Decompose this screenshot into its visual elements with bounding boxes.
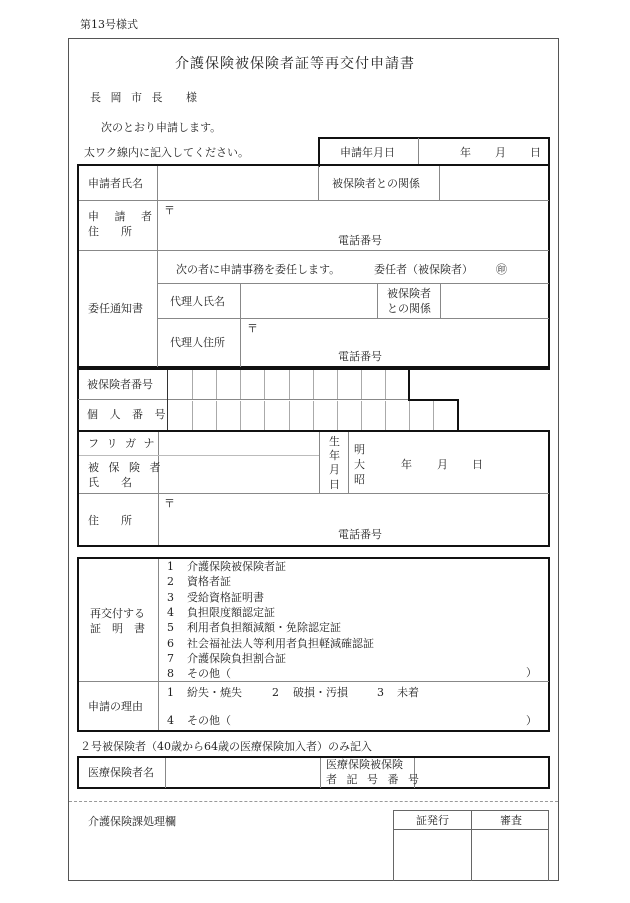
form-number: 第13号様式: [80, 18, 138, 31]
applicant-name-field[interactable]: [160, 168, 315, 198]
medical-number-field[interactable]: [417, 759, 547, 787]
agent-relation-field[interactable]: [443, 286, 547, 316]
application-date-field[interactable]: [430, 140, 548, 164]
personal-number-field[interactable]: [168, 401, 457, 431]
reason-num: 3: [377, 686, 384, 699]
applicant-phone-label: 電話番号: [338, 234, 382, 247]
category2-note: ２号被保険者（40歳から64歳の医療保険加入者）のみ記入: [80, 740, 372, 753]
divider: [408, 368, 410, 401]
insured-name-label: 被 保 険 者: [88, 461, 164, 474]
digit-cell-divider: [264, 401, 265, 431]
certificate-item[interactable]: 介護保険負担割合証: [187, 651, 286, 665]
insured-phone-label: 電話番号: [338, 528, 382, 541]
digit-cell-divider: [361, 401, 362, 431]
era-meiji[interactable]: 明: [354, 443, 365, 456]
birth-label: 年: [329, 449, 340, 462]
digit-cell-divider: [289, 370, 290, 399]
medical-insurer-label: 医療保険者名: [88, 766, 154, 779]
agent-name-field[interactable]: [243, 286, 373, 316]
reason-num: 4: [167, 714, 174, 727]
digit-cell-divider: [409, 401, 410, 431]
divider: [79, 455, 319, 456]
insured-address-label: 住 所: [88, 514, 132, 527]
birth-day-label: 日: [472, 458, 483, 471]
birth-year-label: 年: [401, 458, 412, 471]
postal-mark: 〒: [164, 204, 175, 217]
date-year-label: 年: [460, 146, 471, 159]
certificate-num: 6: [167, 636, 174, 650]
divider: [79, 200, 549, 201]
divider: [439, 166, 440, 200]
certificate-label: 再交付する: [90, 607, 145, 620]
birth-label: 月: [329, 463, 340, 476]
delegation-statement: 次の者に申請事務を委任します。: [176, 263, 341, 276]
reason-label: 申請の理由: [88, 700, 143, 713]
divider: [158, 559, 159, 730]
certificate-item[interactable]: 社会福祉法人等利用者負担軽減確認証: [187, 636, 374, 650]
insured-number-label: 被保険者番号: [87, 378, 153, 391]
divider: [471, 810, 472, 881]
digit-cell-divider: [313, 401, 314, 431]
digit-cell-divider: [313, 370, 314, 399]
applicant-relation-label: 被保険者との関係: [332, 177, 420, 190]
birth-date-field[interactable]: [370, 440, 545, 488]
agent-address-field[interactable]: [258, 320, 546, 365]
certificate-label-2: 証 明 書: [90, 622, 145, 635]
insured-address-field[interactable]: [175, 496, 545, 543]
delegator-label: 委任者（被保険者）: [374, 263, 473, 276]
divider: [78, 399, 409, 400]
postal-mark: 〒: [164, 497, 175, 510]
divider: [240, 284, 241, 367]
divider: [158, 283, 549, 284]
certificate-num: 1: [167, 560, 174, 573]
digit-cell-divider: [433, 401, 434, 431]
reason-other-field[interactable]: [232, 712, 522, 728]
issue-label: 証発行: [416, 814, 449, 827]
divider: [79, 681, 549, 682]
date-month-label: 月: [495, 146, 506, 159]
birth-label: 生: [329, 435, 340, 448]
medical-number-label-2: 者 記 号 番 号: [326, 773, 422, 786]
applicant-address-label-2: 住 所: [88, 225, 132, 238]
insured-number-field[interactable]: [168, 370, 408, 399]
certificate-num: 5: [167, 621, 174, 635]
divider: [79, 250, 549, 251]
personal-number-label: 個 人 番 号: [87, 408, 170, 421]
divider: [157, 166, 158, 367]
applicant-name-label: 申請者氏名: [88, 177, 143, 190]
furigana-field[interactable]: [161, 433, 316, 453]
instruction-text: 太ワク線内に記入してください。: [84, 146, 249, 159]
certificate-item[interactable]: 資格者証: [187, 575, 231, 589]
furigana-label: フ リ ガ ナ: [88, 437, 157, 450]
applicant-address-field[interactable]: [175, 203, 545, 247]
divider: [79, 493, 549, 494]
agent-relation-label-2: との関係: [387, 302, 431, 315]
birth-month-label: 月: [437, 458, 448, 471]
close-paren: ）: [526, 666, 537, 679]
insured-name-label-2: 氏 名: [88, 476, 132, 489]
postal-mark: 〒: [247, 322, 258, 335]
reason-item-other[interactable]: その他（: [187, 714, 231, 727]
divider: [165, 758, 166, 788]
era-showa[interactable]: 昭: [354, 473, 365, 486]
divider: [320, 758, 321, 788]
digit-cell-divider: [337, 401, 338, 431]
date-day-label: 日: [530, 146, 541, 159]
divider: [440, 284, 441, 318]
digit-cell-divider: [240, 401, 241, 431]
medical-insurer-field[interactable]: [168, 759, 318, 787]
certificate-item[interactable]: 利用者負担額減額・免除認定証: [187, 621, 341, 635]
digit-cell-divider: [361, 370, 362, 399]
digit-cell-divider: [216, 370, 217, 399]
review-label: 審査: [500, 814, 522, 827]
cut-line: [69, 801, 558, 802]
reason-item-lost[interactable]: 紛失・焼失: [187, 686, 242, 699]
divider: [318, 164, 550, 166]
divider: [348, 432, 349, 493]
era-taisho[interactable]: 大: [354, 458, 365, 471]
digit-cell-divider: [216, 401, 217, 431]
close-paren: ）: [526, 714, 537, 727]
divider: [158, 318, 549, 319]
seal-icon: ㊞: [496, 263, 507, 276]
certificate-item[interactable]: 介護保険被保険者証: [187, 560, 286, 573]
application-date-label: 申請年月日: [340, 146, 395, 159]
delegation-label: 委任通知書: [88, 302, 143, 315]
divider: [457, 399, 459, 432]
divider: [319, 432, 320, 493]
medical-number-label: 医療保険被保険: [326, 758, 403, 771]
divider: [418, 138, 419, 166]
agent-relation-label: 被保険者: [387, 287, 431, 300]
form-title: 介護保険被保険者証等再交付申請書: [175, 56, 415, 72]
certificate-item[interactable]: その他（: [187, 667, 231, 681]
certificate-num: 8: [167, 667, 174, 681]
office-use-label: 介護保険課処理欄: [88, 815, 176, 828]
divider: [158, 432, 159, 545]
certificate-num: 4: [167, 605, 174, 619]
birth-label: 日: [329, 478, 340, 491]
agent-phone-label: 電話番号: [338, 350, 382, 363]
digit-cell-divider: [337, 370, 338, 399]
digit-cell-divider: [264, 370, 265, 399]
applicant-address-label: 申 請 者: [88, 210, 158, 223]
certificate-item[interactable]: 受給資格証明書: [187, 590, 264, 604]
certificate-num: 3: [167, 590, 174, 604]
digit-cell-divider: [240, 370, 241, 399]
divider: [77, 368, 79, 432]
reason-item-damaged[interactable]: 破損・汚損: [293, 686, 348, 699]
addressee: 長 岡 市 長 様: [90, 91, 200, 104]
divider: [318, 166, 319, 200]
divider: [377, 284, 378, 318]
applicant-relation-field[interactable]: [442, 168, 547, 198]
reason-num: 1: [167, 686, 174, 699]
reason-item-not-received[interactable]: 未着: [397, 686, 419, 699]
certificate-item[interactable]: 負担限度額認定証: [187, 605, 275, 619]
digit-cell-divider: [192, 401, 193, 431]
divider: [393, 829, 549, 830]
digit-cell-divider: [385, 401, 386, 431]
digit-cell-divider: [289, 401, 290, 431]
agent-address-label: 代理人住所: [170, 336, 225, 349]
reason-num: 2: [272, 686, 279, 699]
digit-cell-divider: [385, 370, 386, 399]
digit-cell-divider: [192, 370, 193, 399]
intro-text: 次のとおり申請します。: [101, 121, 222, 134]
agent-name-label: 代理人氏名: [170, 295, 225, 308]
insured-name-field[interactable]: [161, 458, 316, 491]
certificate-num: 7: [167, 651, 174, 665]
certificate-num: 2: [167, 575, 174, 589]
